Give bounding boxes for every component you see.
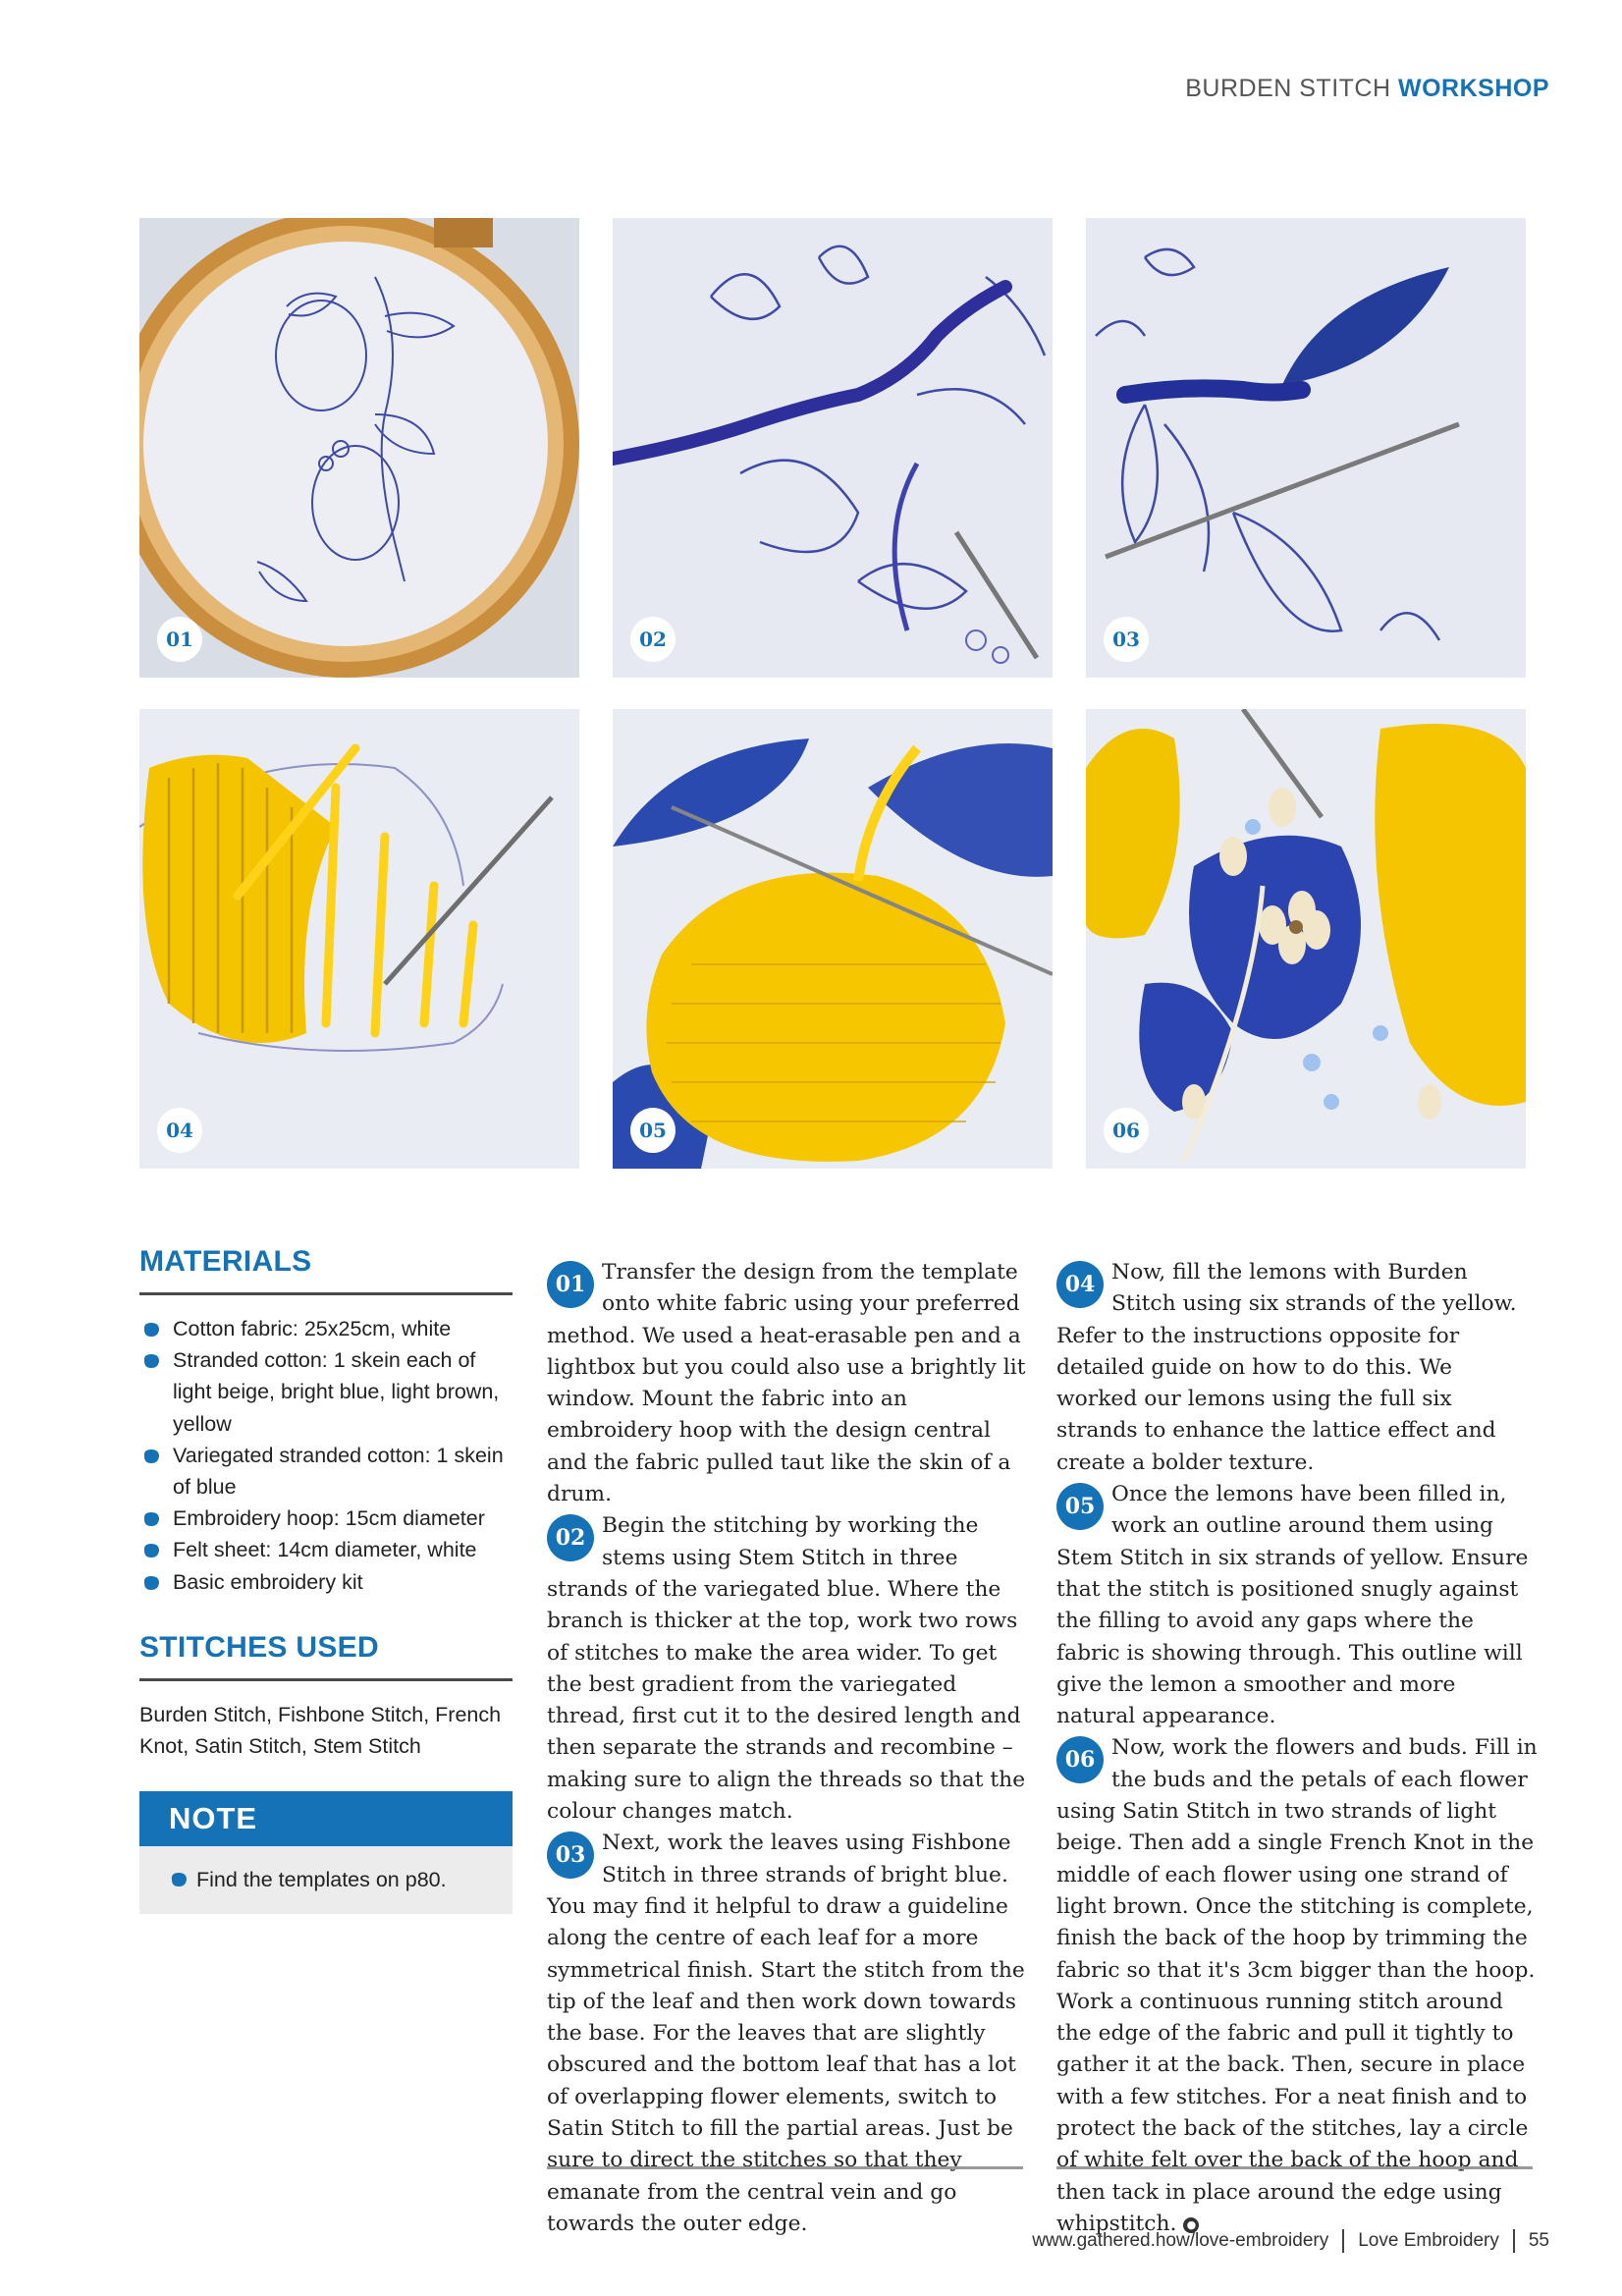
divider bbox=[1056, 2166, 1533, 2169]
divider bbox=[139, 1292, 513, 1295]
photo-step-badge: 05 bbox=[630, 1108, 676, 1153]
photo-step-badge: 02 bbox=[630, 617, 676, 662]
photo-step-badge: 01 bbox=[157, 617, 202, 662]
step-paragraph bbox=[1056, 1479, 1538, 1732]
material-text: Variegated stranded cotton: 1 skein of blue bbox=[173, 1443, 504, 1500]
photo-step-badge: 06 bbox=[1104, 1108, 1149, 1153]
footer-magazine: Love Embroidery bbox=[1358, 2230, 1499, 2251]
note-box bbox=[139, 1791, 513, 1914]
material-text: Cotton fabric: 25x25cm, white bbox=[173, 1317, 452, 1340]
fishbone-leaf-image bbox=[1086, 218, 1526, 678]
step-photo-03 bbox=[1086, 218, 1526, 678]
step-photo-05 bbox=[613, 709, 1053, 1169]
note-text: Find the templates on p80. bbox=[196, 1867, 447, 1891]
lemon-outline-image bbox=[613, 709, 1053, 1169]
step-photo-06 bbox=[1086, 709, 1526, 1169]
step-paragraph bbox=[547, 1510, 1028, 1828]
step-photo-04 bbox=[139, 709, 579, 1169]
divider bbox=[139, 1678, 513, 1681]
divider bbox=[547, 2166, 1023, 2169]
burden-stitch-lemon-image bbox=[139, 709, 579, 1169]
note-title: NOTE bbox=[139, 1791, 513, 1846]
step-number-badge: 04 bbox=[1056, 1261, 1104, 1308]
blue-dot-bullet-icon bbox=[141, 1510, 161, 1528]
list-item bbox=[139, 1534, 513, 1565]
instructions-column-1 bbox=[547, 1257, 1028, 2240]
step-photo-02 bbox=[613, 218, 1053, 678]
material-text: Embroidery hoop: 15cm diameter bbox=[173, 1506, 485, 1531]
step-text: Now, work the flowers and buds. Fill in the buds and the petals of each flower using Satin Stitch in two strands of light beige. Then add a single French Knot in the middle of each flower using one strand of light brown. Once the stitching is complete, finish the back of the hoop by trimming the fabric so that it's 3cm bigger than the hoop. Work a continuous running stitch around the edge of the fabric and pull it tightly to gather it at the back. Then, secure in place with a few stitches. For a neat finish and to protect the back of the stitches, lay a circle of white felt over the back of the hoop and then tack in place around the edge using whipstitch. bbox=[1056, 1735, 1538, 2236]
step-number-badge: 06 bbox=[1056, 1736, 1104, 1783]
page-number: 55 bbox=[1528, 2230, 1549, 2251]
running-header bbox=[1185, 75, 1549, 103]
note-body bbox=[139, 1846, 513, 1914]
page-footer bbox=[1032, 2229, 1549, 2253]
step-text: Transfer the design from the template onto white fabric using your preferred method. We used a heat-erasable pen and a lightbox but you could also use a brightly lit window. Mount the fabric into an embroidery hoop with the design central and the fabric pulled taut like the skin of a drum. bbox=[547, 1260, 1026, 1507]
header-title-bold: WORKSHOP bbox=[1398, 75, 1549, 102]
blue-dot-bullet-icon bbox=[141, 1352, 161, 1370]
hoop-with-design-image bbox=[139, 218, 579, 678]
step-text: Once the lemons have been filled in, work an outline around them using Stem Stitch in six strands of yellow. Ensure that the stitch is positioned snugly against the filling to avoid any gaps where the fabric is showing through. This outline will give the lemon a smoother and more natural appearance. bbox=[1056, 1482, 1529, 1729]
step-paragraph bbox=[547, 1257, 1028, 1510]
divider bbox=[1342, 2229, 1344, 2253]
flowers-and-buds-image bbox=[1086, 709, 1526, 1169]
step-photo-01 bbox=[139, 218, 579, 678]
sidebar bbox=[139, 1245, 513, 1914]
end-mark-icon: ● bbox=[1183, 2217, 1199, 2233]
step-number-badge: 01 bbox=[547, 1261, 594, 1308]
step-number-badge: 03 bbox=[547, 1831, 594, 1879]
blue-dot-bullet-icon bbox=[141, 1448, 161, 1465]
material-text: Stranded cotton: 1 skein each of light beige, bright blue, light brown, yellow bbox=[173, 1348, 500, 1436]
step-text: Begin the stitching by working the stems using Stem Stitch in three strands of the variegated blue. Where the branch is thicker at the top, work two rows of stitches to make the area wider. To get the best gradient from the variegated thread, first cut it to the desired length and then separate the strands and recombine – making sure to align the threads so that the colour changes match. bbox=[547, 1513, 1026, 1825]
divider bbox=[1513, 2229, 1515, 2253]
materials-title: MATERIALS bbox=[139, 1245, 312, 1278]
list-item bbox=[139, 1313, 513, 1344]
step-paragraph bbox=[1056, 1732, 1538, 2240]
material-text: Felt sheet: 14cm diameter, white bbox=[173, 1538, 477, 1562]
list-item bbox=[139, 1566, 513, 1598]
blue-dot-bullet-icon bbox=[169, 1871, 189, 1888]
header-title-light: BURDEN STITCH bbox=[1185, 75, 1391, 102]
step-text: Now, fill the lemons with Burden Stitch using six strands of the yellow. Refer to the instructions opposite for detailed guide on how to do this. We worked our lemons using the full six strands to enhance the lattice effect and create a bolder texture. bbox=[1056, 1260, 1517, 1475]
step-text: Next, work the leaves using Fishbone Stitch in three strands of bright blue. You may find it helpful to draw a guideline along the centre of each leaf for a more symmetrical finish. Start the stitch from the tip of the leaf and then work down towards the base. For the leaves that are slightly obscured and the bottom leaf that has a lot of overlapping flower elements, switch to Satin Stitch to fill the partial areas. Just be sure to direct the stitches so that they emanate from the central vein and go towards the outer edge. bbox=[547, 1831, 1025, 2236]
blue-dot-bullet-icon bbox=[141, 1321, 161, 1339]
footer-url[interactable]: www.gathered.how/love-embroidery bbox=[1032, 2230, 1329, 2251]
list-item bbox=[139, 1440, 513, 1503]
blue-dot-bullet-icon bbox=[141, 1542, 161, 1559]
material-text: Basic embroidery kit bbox=[173, 1569, 363, 1594]
instructions-column-2 bbox=[1056, 1257, 1538, 2240]
step-number-badge: 05 bbox=[1056, 1483, 1104, 1530]
step-number-badge: 02 bbox=[547, 1514, 594, 1561]
step-paragraph bbox=[1056, 1257, 1538, 1479]
list-item bbox=[139, 1344, 513, 1440]
stitches-used-text: Burden Stitch, Fishbone Stitch, French Knot, Satin Stitch, Stem Stitch bbox=[139, 1702, 502, 1758]
materials-list bbox=[139, 1313, 513, 1598]
list-item bbox=[139, 1503, 513, 1534]
photo-step-badge: 03 bbox=[1104, 617, 1149, 662]
blue-dot-bullet-icon bbox=[141, 1574, 161, 1592]
photo-step-badge: 04 bbox=[157, 1108, 202, 1153]
step-paragraph bbox=[547, 1828, 1028, 2240]
stitches-used-title: STITCHES USED bbox=[139, 1630, 379, 1664]
stem-stitch-image bbox=[613, 218, 1053, 678]
